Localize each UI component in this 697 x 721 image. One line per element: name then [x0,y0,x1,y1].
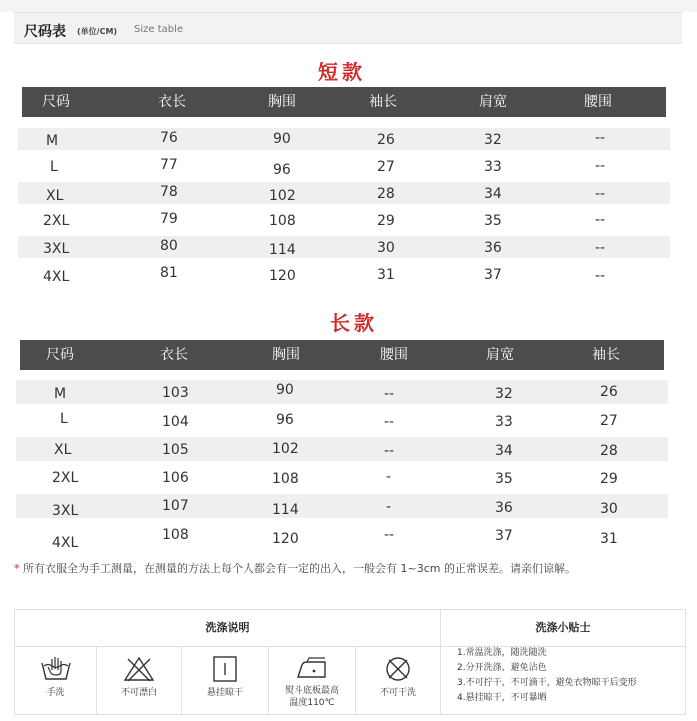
size-table-subtitle: Size table [134,24,184,35]
no-dry-clean-icon [381,655,415,683]
length-cell: 81 [160,265,178,281]
short-col-shoulder: 肩宽 [479,94,507,110]
long-row-band [16,494,668,518]
length-cell: 108 [162,527,189,543]
size-cell: XL [54,442,72,458]
note-text: 所有衣服全为手工测量，在测量的方法上每个人都会有一定的出入，一般会有 1~3cm 的正常误差。请亲们谅解。 [23,562,576,575]
hand-wash-icon [39,655,73,683]
care-item-iron [269,647,355,714]
long-col-size: 尺码 [46,347,74,363]
sleeve-cell: 30 [377,240,395,256]
length-cell: 79 [160,211,178,227]
short-table-header [22,87,666,117]
chest-cell: 96 [276,412,294,428]
short-row-band [18,182,670,204]
shoulder-cell: 35 [484,213,502,229]
top-strip [0,0,697,12]
no-bleach-icon [122,655,156,683]
short-col-sleeve: 袖长 [369,94,397,110]
chest-cell: 108 [272,471,299,487]
care-item-hand-wash [15,647,96,714]
length-cell: 77 [160,157,178,173]
care-instructions-title: 洗涤说明 [205,621,250,634]
long-table-header [20,340,664,370]
long-col-shoulder: 肩宽 [486,347,514,363]
sleeve-cell: 26 [377,132,395,148]
short-col-length: 衣长 [158,94,186,110]
waist-cell: -- [595,158,606,174]
care-divider [440,610,441,714]
chest-cell: 96 [273,162,291,178]
care-label: 温度110℃ [289,698,335,708]
sleeve-cell: 27 [600,413,618,429]
chest-cell: 120 [272,531,299,547]
short-col-size: 尺码 [42,94,70,110]
short-section-title: 短款 [318,60,366,84]
size-cell: 2XL [52,470,79,486]
size-cell: M [54,386,67,402]
care-tips-list [457,646,637,706]
waist-cell: - [386,499,392,515]
length-cell: 104 [162,414,189,430]
shoulder-cell: 32 [484,132,502,148]
shoulder-cell: 34 [495,443,513,459]
length-cell: 76 [160,130,178,146]
long-col-sleeve: 袖长 [592,347,620,363]
care-label: 不可漂白 [120,688,157,698]
care-item-no-dry-clean [356,647,440,714]
size-cell: 4XL [52,535,79,551]
care-label: 熨斗底板最高 [284,686,339,696]
long-row-band [16,437,668,461]
waist-cell: -- [595,186,606,202]
care-item-no-bleach [97,647,181,714]
size-cell: 3XL [52,503,79,519]
waist-cell: -- [595,268,606,284]
sleeve-cell: 29 [600,471,618,487]
length-cell: 105 [162,442,189,458]
size-table-title: 尺码表 [24,24,66,40]
size-cell: 3XL [43,241,70,257]
length-cell: 106 [162,470,189,486]
sleeve-cell: 29 [377,213,395,229]
chest-cell: 114 [269,242,296,258]
measurement-note [14,560,576,576]
size-cell: 4XL [43,269,70,285]
care-item-hang-dry [182,647,268,714]
shoulder-cell: 36 [484,240,502,256]
short-col-waist: 腰围 [584,94,612,110]
sleeve-cell: 31 [377,267,395,283]
shoulder-cell: 37 [495,528,513,544]
hang-dry-icon [208,655,242,683]
waist-cell: -- [384,386,395,402]
waist-cell: -- [384,414,395,430]
long-section-title: 长款 [330,311,378,335]
sleeve-cell: 26 [600,384,618,400]
chest-cell: 90 [273,131,291,147]
size-cell: XL [46,188,64,204]
long-col-length: 衣长 [160,347,188,363]
list-item: 1.常温洗涤，随洗随洗 [457,648,547,658]
care-label: 悬挂晾干 [206,688,243,698]
sleeve-cell: 30 [600,501,618,517]
list-item: 2.分开洗涤、避免沾色 [457,663,547,673]
chest-cell: 114 [272,502,299,518]
waist-cell: -- [384,527,395,543]
short-row-band [18,128,670,150]
size-table-header [14,12,682,44]
shoulder-cell: 32 [495,386,513,402]
sleeve-cell: 28 [600,443,618,459]
size-cell: M [46,133,59,149]
chest-cell: 102 [269,188,296,204]
waist-cell: -- [595,130,606,146]
sleeve-cell: 27 [377,159,395,175]
note-asterisk: * [14,562,20,575]
waist-cell: -- [384,443,395,459]
care-label: 不可干洗 [379,688,416,698]
shoulder-cell: 33 [495,414,513,430]
short-col-chest: 胸围 [268,94,296,110]
waist-cell: -- [595,240,606,256]
size-cell: L [60,411,68,427]
waist-cell: -- [595,212,606,228]
length-cell: 80 [160,238,178,254]
care-label: 手洗 [46,688,65,698]
chest-cell: 108 [269,213,296,229]
shoulder-cell: 37 [484,267,502,283]
unit-label: (单位/CM) [77,27,118,36]
long-row-band [16,380,668,404]
shoulder-cell: 34 [484,186,502,202]
waist-cell: - [386,469,392,485]
chest-cell: 120 [269,268,296,284]
size-cell: 2XL [43,213,70,229]
short-row-band [18,236,670,258]
list-item: 4.悬挂晾干，不可暴晒 [457,693,547,703]
length-cell: 103 [162,385,189,401]
sleeve-cell: 28 [377,186,395,202]
shoulder-cell: 35 [495,471,513,487]
chest-cell: 102 [272,441,299,457]
sleeve-cell: 31 [600,531,618,547]
shoulder-cell: 36 [495,500,513,516]
length-cell: 107 [162,498,189,514]
long-col-chest: 胸围 [272,347,300,363]
size-cell: L [50,159,58,175]
long-col-waist: 腰围 [380,347,408,363]
care-tips-title: 洗涤小贴士 [535,621,591,634]
chest-cell: 90 [276,382,294,398]
list-item: 3.不可拧干，不可滴干，避免衣物晾干后变形 [457,678,637,688]
shoulder-cell: 33 [484,159,502,175]
length-cell: 78 [160,184,178,200]
iron-icon [295,655,329,683]
